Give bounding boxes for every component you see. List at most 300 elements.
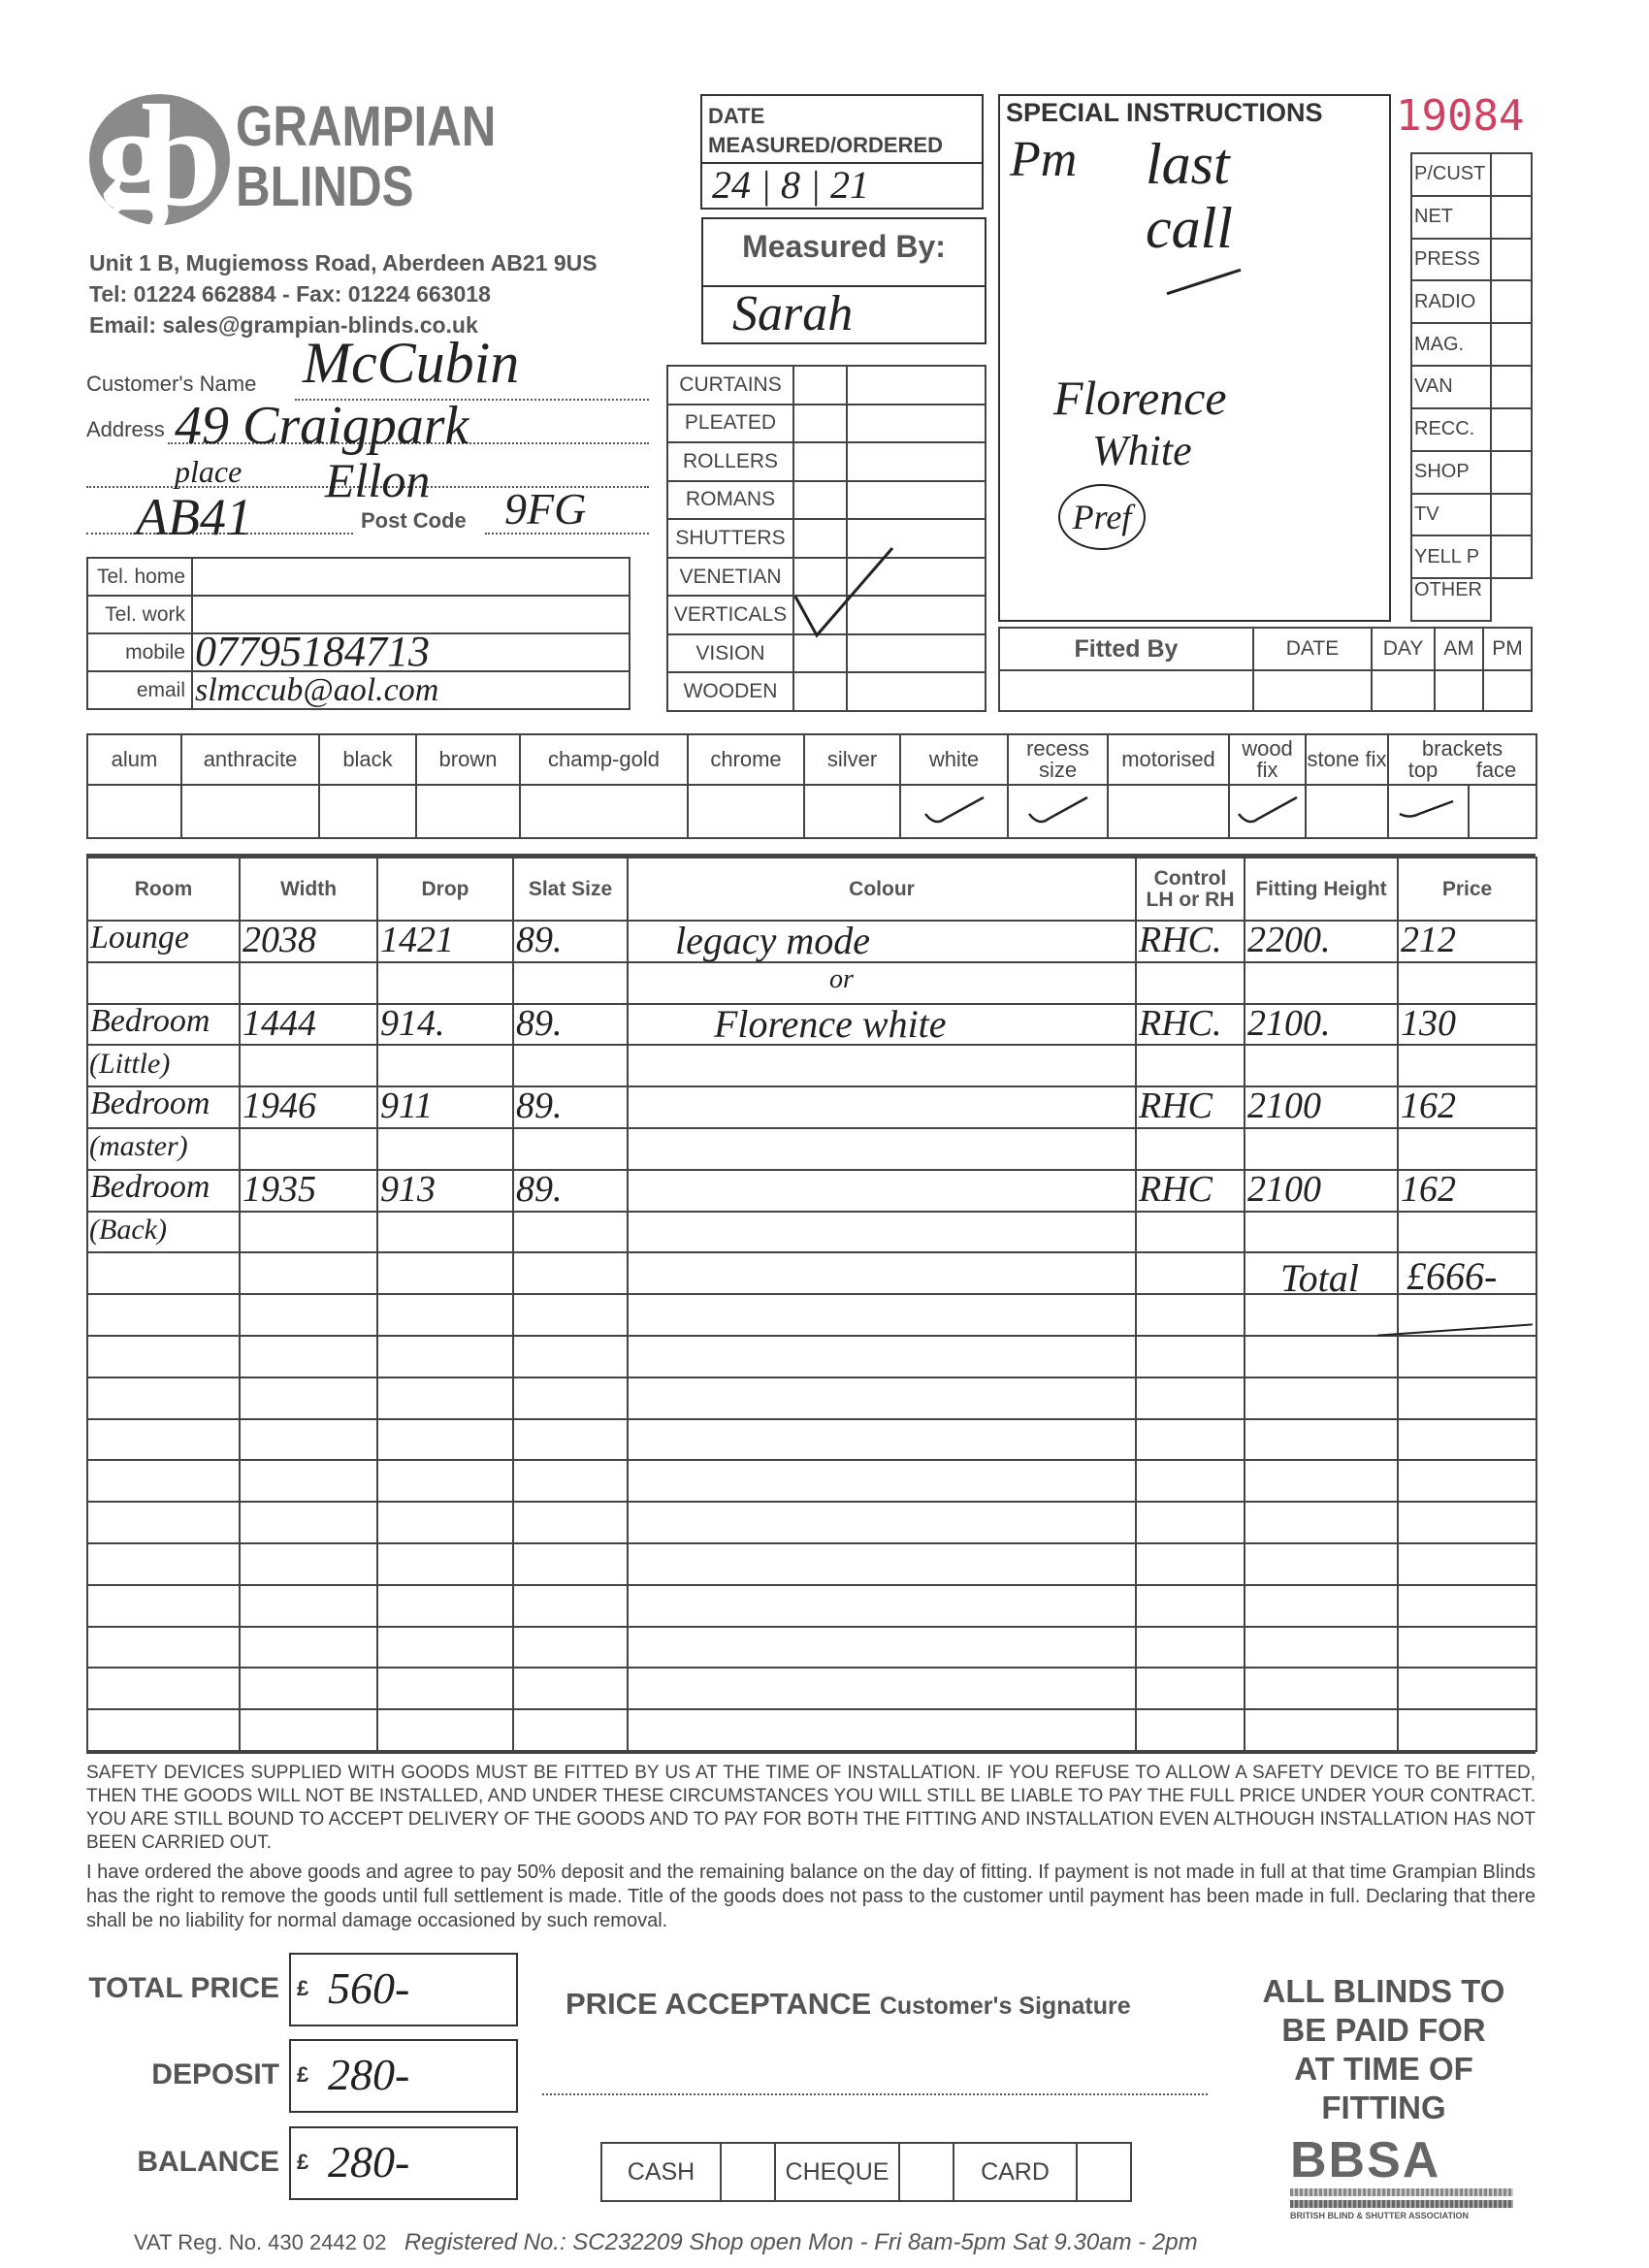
source-checkbox[interactable]	[1491, 578, 1532, 621]
currency-symbol: £	[297, 2062, 309, 2087]
registration-hours: Registered No.: SC232209 Shop open Mon - Fri 8am-5pm Sat 9.30am - 2pm	[404, 2229, 1198, 2255]
table-cell[interactable]	[513, 1709, 628, 1751]
address-line-1[interactable]: 49 Craigpark	[175, 396, 469, 456]
date-label-1: DATE	[708, 104, 765, 128]
table-cell[interactable]	[628, 1627, 1136, 1669]
table-cell[interactable]	[628, 1252, 1136, 1294]
price-acceptance	[566, 1987, 1131, 2022]
table-cell[interactable]	[1398, 1585, 1536, 1627]
cell-width: 1935	[242, 1168, 316, 1210]
source-row	[1411, 578, 1532, 621]
table-cell[interactable]	[1245, 1294, 1398, 1336]
signature-line[interactable]	[542, 2093, 1208, 2095]
table-cell[interactable]	[628, 1709, 1136, 1751]
table-cell[interactable]	[240, 1627, 377, 1669]
table-cell[interactable]	[1136, 1419, 1245, 1461]
table-cell[interactable]	[513, 1294, 628, 1336]
table-cell[interactable]	[1245, 1419, 1398, 1461]
bbsa-subtitle: BRITISH BLIND & SHUTTER ASSOCIATION	[1290, 2211, 1469, 2220]
source-row	[1411, 366, 1532, 408]
table-cell[interactable]	[87, 1377, 240, 1419]
source-checkbox[interactable]	[1491, 196, 1532, 239]
table-cell[interactable]	[1136, 1502, 1245, 1543]
table-cell[interactable]	[1245, 1336, 1398, 1377]
table-cell[interactable]	[1136, 1128, 1245, 1170]
fitted-date-value[interactable]	[1253, 670, 1372, 711]
blind-type-row	[667, 481, 986, 520]
table-cell[interactable]	[377, 1709, 513, 1751]
table-cell[interactable]	[87, 1460, 240, 1502]
column-header: Control LH or RH	[1136, 858, 1245, 921]
special-instructions-box	[998, 94, 1391, 622]
address-line-3[interactable]: AB41	[136, 488, 252, 546]
option-checkbox[interactable]	[1108, 785, 1229, 838]
blind-type-row	[667, 405, 986, 443]
blind-type-label: VERTICALS	[667, 596, 793, 634]
table-cell[interactable]	[628, 1460, 1136, 1502]
source-checkbox[interactable]	[1491, 153, 1532, 196]
table-cell[interactable]	[1136, 1294, 1245, 1336]
option-checkbox[interactable]	[416, 785, 520, 838]
table-cell[interactable]	[240, 1128, 377, 1170]
source-row	[1411, 196, 1532, 239]
payment-checkbox[interactable]	[899, 2143, 954, 2201]
table-cell[interactable]	[628, 1336, 1136, 1377]
cell-drop: 913	[380, 1168, 436, 1210]
verticals-checkmark-icon	[786, 543, 902, 640]
brackets-header	[1388, 734, 1536, 785]
totals-value: 280-	[328, 2137, 410, 2187]
table-cell[interactable]	[513, 1377, 628, 1419]
table-cell[interactable]	[1136, 1336, 1245, 1377]
payment-option-label: CASH	[601, 2143, 721, 2201]
table-cell[interactable]	[240, 1419, 377, 1461]
agreement-terms: I have ordered the above goods and agree to pay 50% deposit and the remaining balance on the day of fitting. If payment is not made in full at that time Grampian Blinds has the right to remove the goods until full settlement is made. Title of the goods does not pass to the customer until payment has been made in full. Declaring that there shall be no liability for normal damage occasioned by such removal.	[86, 1862, 1536, 1931]
table-cell[interactable]	[1245, 1045, 1398, 1086]
table-cell[interactable]	[1136, 1377, 1245, 1419]
source-label: OTHER	[1411, 578, 1491, 621]
payment-checkbox[interactable]	[1077, 2143, 1131, 2201]
option-checkbox[interactable]	[520, 785, 688, 838]
table-row	[87, 1668, 1536, 1709]
table-cell[interactable]	[240, 1585, 377, 1627]
totals-label: BALANCE	[137, 2146, 279, 2178]
date-box	[700, 94, 984, 210]
cell-control: RHC.	[1139, 920, 1222, 960]
fitted-date-header: DATE	[1253, 628, 1372, 670]
blind-type-label: CURTAINS	[667, 366, 793, 405]
address-line-2a[interactable]: place	[175, 454, 242, 489]
table-cell[interactable]	[1136, 1585, 1245, 1627]
source-label: RECC.	[1411, 408, 1491, 451]
note-last[interactable]: last	[1146, 132, 1230, 196]
fitted-pm-value[interactable]	[1483, 670, 1532, 711]
option-checkbox[interactable]	[181, 785, 319, 838]
table-cell[interactable]	[1398, 1212, 1536, 1253]
table-cell[interactable]	[513, 1252, 628, 1294]
source-label: YELL P	[1411, 535, 1491, 578]
blind-type-checkbox[interactable]	[793, 366, 847, 405]
totals-value: 280-	[328, 2050, 410, 2099]
table-cell[interactable]	[377, 1212, 513, 1253]
contact-value-text: 07795184713	[195, 628, 430, 675]
table-cell[interactable]	[1136, 1460, 1245, 1502]
table-cell[interactable]	[240, 962, 377, 1004]
blind-type-notes	[847, 405, 986, 443]
blind-type-checkbox[interactable]	[793, 672, 847, 711]
cell-width: 1444	[242, 1002, 316, 1044]
total-label: Total	[1280, 1256, 1359, 1300]
table-cell[interactable]	[87, 962, 240, 1004]
blind-type-label: PLEATED	[667, 405, 793, 443]
blind-type-label: WOODEN	[667, 672, 793, 711]
contact-label: Tel. home	[87, 558, 192, 596]
note-florence[interactable]: Florence	[1053, 371, 1227, 425]
address-line-2b[interactable]: Ellon	[325, 453, 431, 507]
currency-symbol: £	[297, 1976, 309, 2000]
table-cell[interactable]	[240, 1212, 377, 1253]
blind-type-label: ROLLERS	[667, 442, 793, 481]
source-checkbox[interactable]	[1491, 323, 1532, 366]
table-cell[interactable]	[377, 962, 513, 1004]
table-cell[interactable]	[87, 1252, 240, 1294]
brackets-face: face	[1475, 758, 1517, 782]
column-header: Drop	[377, 858, 513, 921]
table-cell[interactable]	[513, 1045, 628, 1086]
table-cell[interactable]	[1398, 1502, 1536, 1543]
totals-box[interactable]	[289, 1953, 518, 2026]
table-cell[interactable]	[240, 1377, 377, 1419]
contact-label: mobile	[87, 633, 192, 671]
table-cell[interactable]	[377, 1128, 513, 1170]
cell-drop: 911	[380, 1085, 434, 1127]
blind-type-notes	[847, 442, 986, 481]
cell-room-detail: (Little)	[89, 1047, 171, 1080]
table-row	[87, 1212, 1536, 1253]
table-cell[interactable]	[1245, 1585, 1398, 1627]
contact-value[interactable]	[192, 628, 630, 675]
source-checkbox[interactable]	[1491, 280, 1532, 323]
table-cell[interactable]	[240, 1460, 377, 1502]
option-checkbox[interactable]	[1008, 785, 1108, 838]
option-label: white	[900, 734, 1008, 785]
source-row	[1411, 280, 1532, 323]
table-cell[interactable]	[1398, 1336, 1536, 1377]
table-cell[interactable]	[240, 1668, 377, 1709]
option-checkbox[interactable]	[319, 785, 416, 838]
table-cell[interactable]	[628, 1668, 1136, 1709]
table-cell[interactable]	[628, 962, 1136, 1004]
table-cell[interactable]	[1245, 1377, 1398, 1419]
source-label: RADIO	[1411, 280, 1491, 323]
cell-colour: legacy mode	[675, 919, 871, 962]
cell-height: 2100.	[1247, 1002, 1331, 1044]
table-row	[87, 1585, 1536, 1627]
table-cell[interactable]	[377, 1294, 513, 1336]
table-cell[interactable]	[240, 1294, 377, 1336]
blind-type-checkbox[interactable]	[793, 405, 847, 443]
brackets-top-checkbox[interactable]	[1388, 785, 1469, 838]
table-cell[interactable]	[1245, 1668, 1398, 1709]
table-cell[interactable]	[1136, 1709, 1245, 1751]
table-cell[interactable]	[240, 1543, 377, 1585]
currency-symbol: £	[297, 2150, 309, 2174]
customer-name-label: Customer's Name	[86, 372, 257, 396]
table-cell[interactable]	[513, 1212, 628, 1253]
source-row	[1411, 153, 1532, 196]
table-cell[interactable]	[377, 1377, 513, 1419]
table-cell[interactable]	[377, 1668, 513, 1709]
table-cell[interactable]	[377, 1419, 513, 1461]
table-cell[interactable]	[513, 1543, 628, 1585]
table-cell[interactable]	[1136, 1252, 1245, 1294]
source-label: TV	[1411, 494, 1491, 536]
source-checkbox[interactable]	[1491, 239, 1532, 281]
table-cell[interactable]	[1245, 1212, 1398, 1253]
table-cell[interactable]	[1398, 1543, 1536, 1585]
note-pref[interactable]: Pref	[1058, 484, 1146, 550]
table-cell[interactable]	[628, 1128, 1136, 1170]
blind-type-list	[666, 365, 986, 712]
table-cell[interactable]	[628, 1045, 1136, 1086]
table-row	[87, 1045, 1536, 1086]
table-cell[interactable]	[1398, 1668, 1536, 1709]
table-cell[interactable]	[1136, 1045, 1245, 1086]
source-row	[1411, 451, 1532, 494]
date-value[interactable]: 24 | 8 | 21	[712, 163, 869, 207]
measured-by-label: Measured By:	[742, 229, 946, 264]
table-cell[interactable]	[1245, 1460, 1398, 1502]
safety-terms: SAFETY DEVICES SUPPLIED WITH GOODS MUST BE FITTED BY US AT THE TIME OF INSTALLATION. IF YOU REFUSE TO ALLOW A SAFETY DEVICE TO BE FITTED, THEN THE GOODS WILL NOT BE INSTALLED, AND UNDER THESE CIRCUMSTANCES YOU WILL STILL BE LIABLE TO PAY THE FULL PRICE UNDER YOUR CONTRACT. YOU ARE STILL BOUND TO ACCEPT DELIVERY OF THE GOODS AND TO PAY FOR BOTH THE FITTING AND INSTALLATION EVEN ALTHOUGH INSTALLATION HAS NOT BEEN CARRIED OUT.	[86, 1763, 1536, 1853]
source-checkbox[interactable]	[1491, 408, 1532, 451]
source-label: PRESS	[1411, 239, 1491, 281]
table-cell[interactable]	[377, 1627, 513, 1669]
table-cell[interactable]	[240, 1709, 377, 1751]
signature-label: Customer's Signature	[879, 1993, 1131, 2020]
table-cell[interactable]	[513, 1460, 628, 1502]
blind-type-label: VENETIAN	[667, 558, 793, 597]
source-row	[1411, 535, 1532, 578]
table-cell[interactable]	[513, 1336, 628, 1377]
column-header: Room	[87, 858, 240, 921]
order-number: 19084	[1396, 91, 1525, 141]
note-white[interactable]: White	[1092, 427, 1192, 474]
table-cell[interactable]	[513, 1502, 628, 1543]
blind-type-row	[667, 366, 986, 405]
table-cell[interactable]	[87, 1336, 240, 1377]
contact-value[interactable]	[192, 671, 630, 709]
table-cell[interactable]	[1398, 1709, 1536, 1751]
cell-colour-note: or	[829, 964, 854, 994]
fitted-by-table	[998, 627, 1533, 712]
table-cell[interactable]	[1398, 962, 1536, 1004]
contact-value[interactable]	[192, 558, 630, 596]
table-cell[interactable]	[1398, 1460, 1536, 1502]
option-checkbox[interactable]	[87, 785, 181, 838]
column-header: Colour	[628, 858, 1136, 921]
option-checkbox[interactable]	[1229, 785, 1306, 838]
option-label: brown	[416, 734, 520, 785]
contact-table	[86, 557, 630, 710]
payment-notice-line: AT TIME OF	[1294, 2051, 1473, 2087]
table-cell[interactable]	[513, 1585, 628, 1627]
cell-room: Bedroom	[90, 1002, 210, 1039]
table-cell[interactable]	[513, 1419, 628, 1461]
options-table	[86, 733, 1537, 839]
source-checkbox[interactable]	[1491, 366, 1532, 408]
totals-label: DEPOSIT	[151, 2058, 279, 2090]
table-cell[interactable]	[1136, 1212, 1245, 1253]
date-label-2: MEASURED/ORDERED	[708, 133, 944, 157]
table-cell[interactable]	[240, 1336, 377, 1377]
blind-type-label: VISION	[667, 634, 793, 673]
logo-name-2: BLINDS	[236, 155, 414, 218]
option-checkbox[interactable]	[1306, 785, 1388, 838]
measurements-table	[86, 857, 1537, 1752]
contact-row	[87, 633, 630, 671]
cell-drop: 914.	[380, 1002, 445, 1044]
cell-control: RHC	[1139, 1168, 1212, 1210]
cell-room: Lounge	[90, 920, 189, 956]
blind-type-checkbox[interactable]	[793, 481, 847, 520]
table-cell[interactable]	[1398, 1128, 1536, 1170]
table-row	[87, 1336, 1536, 1377]
blind-type-notes	[847, 366, 986, 405]
table-cell[interactable]	[240, 1252, 377, 1294]
table-cell[interactable]	[377, 1045, 513, 1086]
table-cell[interactable]	[87, 1419, 240, 1461]
cell-colour: Florence white	[714, 1001, 947, 1046]
note-pm[interactable]: Pm	[1010, 132, 1078, 187]
total-value[interactable]: £666-	[1406, 1254, 1498, 1298]
table-cell[interactable]	[1136, 962, 1245, 1004]
table-cell[interactable]	[513, 1627, 628, 1669]
source-checkbox[interactable]	[1491, 535, 1532, 578]
table-cell[interactable]	[87, 1543, 240, 1585]
source-label: MAG.	[1411, 323, 1491, 366]
table-cell[interactable]	[377, 1502, 513, 1543]
table-cell[interactable]	[377, 1336, 513, 1377]
table-cell[interactable]	[1245, 1627, 1398, 1669]
note-call[interactable]: call	[1146, 196, 1233, 260]
table-cell[interactable]	[87, 1709, 240, 1751]
table-cell[interactable]	[87, 1627, 240, 1669]
fitted-am-value[interactable]	[1435, 670, 1483, 711]
table-cell[interactable]	[628, 1502, 1136, 1543]
table-cell[interactable]	[87, 1585, 240, 1627]
blind-type-checkbox[interactable]	[793, 442, 847, 481]
company-address: Unit 1 B, Mugiemoss Road, Aberdeen AB21 9US	[89, 250, 598, 275]
table-cell[interactable]	[1245, 962, 1398, 1004]
source-checkbox[interactable]	[1491, 494, 1532, 536]
blind-type-label: ROMANS	[667, 481, 793, 520]
table-cell[interactable]	[1136, 1543, 1245, 1585]
table-cell[interactable]	[513, 962, 628, 1004]
source-label: P/CUST	[1411, 153, 1491, 196]
logo-letters: gb	[97, 76, 193, 237]
option-label: recess size	[1008, 734, 1108, 785]
table-cell[interactable]	[87, 1668, 240, 1709]
totals-box[interactable]	[289, 2126, 518, 2200]
table-cell[interactable]	[628, 1212, 1136, 1253]
table-cell[interactable]	[240, 1502, 377, 1543]
cell-slat: 89.	[516, 920, 563, 960]
table-cell[interactable]	[628, 1294, 1136, 1336]
option-checkbox[interactable]	[900, 785, 1008, 838]
footer	[134, 2229, 1198, 2256]
brackets-top: top	[1407, 758, 1439, 782]
special-instructions-label: SPECIAL INSTRUCTIONS	[1006, 98, 1323, 127]
brackets-face-checkbox[interactable]	[1469, 785, 1536, 838]
brackets-label: brackets	[1421, 736, 1504, 761]
option-checkbox[interactable]	[804, 785, 900, 838]
option-checkbox[interactable]	[688, 785, 804, 838]
table-cell[interactable]	[513, 1128, 628, 1170]
table-cell[interactable]	[628, 1543, 1136, 1585]
table-cell[interactable]	[1245, 1502, 1398, 1543]
table-cell[interactable]	[1136, 1627, 1245, 1669]
source-checkbox[interactable]	[1491, 451, 1532, 494]
cell-price: 130	[1401, 1002, 1456, 1044]
table-cell[interactable]	[240, 1045, 377, 1086]
table-cell[interactable]	[513, 1668, 628, 1709]
table-cell[interactable]	[1398, 1627, 1536, 1669]
blind-type-row	[667, 672, 986, 711]
table-cell[interactable]	[87, 1294, 240, 1336]
payment-checkbox[interactable]	[721, 2143, 775, 2201]
table-row	[87, 1377, 1536, 1419]
table-cell[interactable]	[628, 1170, 1136, 1212]
table-cell[interactable]	[628, 1086, 1136, 1128]
option-label: alum	[87, 734, 181, 785]
table-cell[interactable]	[377, 1585, 513, 1627]
table-cell[interactable]	[377, 1252, 513, 1294]
source-list	[1410, 152, 1533, 622]
table-cell[interactable]	[1245, 1128, 1398, 1170]
table-cell[interactable]	[1398, 1377, 1536, 1419]
table-cell[interactable]	[628, 1419, 1136, 1461]
postcode[interactable]: 9FG	[504, 484, 587, 534]
table-cell[interactable]	[1136, 1668, 1245, 1709]
table-cell[interactable]	[377, 1543, 513, 1585]
table-cell[interactable]	[1245, 1543, 1398, 1585]
customer-name[interactable]: McCubin	[303, 331, 520, 395]
totals-box[interactable]	[289, 2039, 518, 2113]
table-cell[interactable]	[1398, 1419, 1536, 1461]
fitted-day-value[interactable]	[1372, 670, 1435, 711]
cell-control: RHC	[1139, 1085, 1212, 1127]
table-cell[interactable]	[628, 1377, 1136, 1419]
cell-height: 2100	[1247, 1085, 1321, 1127]
source-label: VAN	[1411, 366, 1491, 408]
blind-type-notes	[847, 481, 986, 520]
table-cell[interactable]	[377, 1460, 513, 1502]
company-email: Email: sales@grampian-blinds.co.uk	[89, 312, 478, 338]
cell-height: 2200.	[1247, 920, 1331, 960]
option-label: champ-gold	[520, 734, 688, 785]
measured-by-value[interactable]: Sarah	[732, 286, 854, 341]
table-cell[interactable]	[87, 1502, 240, 1543]
payment-notice-line: BE PAID FOR	[1281, 2012, 1486, 2048]
table-cell[interactable]	[1245, 1709, 1398, 1751]
fitted-am-header: AM	[1435, 628, 1483, 670]
table-cell[interactable]	[628, 1585, 1136, 1627]
table-cell[interactable]	[1398, 1045, 1536, 1086]
table-row	[87, 1709, 1536, 1751]
cell-height: 2100	[1247, 1168, 1321, 1210]
payment-option-label: CHEQUE	[775, 2143, 899, 2201]
fitted-by-value[interactable]	[999, 670, 1253, 711]
